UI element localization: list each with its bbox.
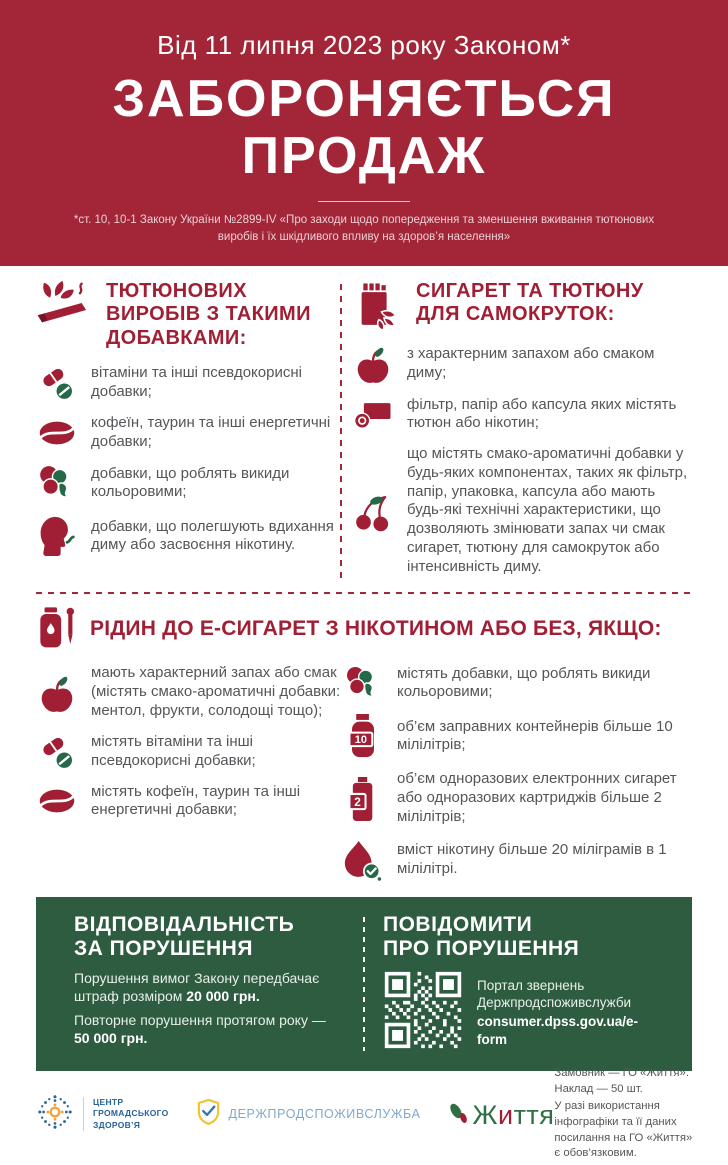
item-text: мають характерний запах або смак (містять смако-ароматичні добавки: ментол, фрукти, солодощі тощо); xyxy=(91,664,341,719)
life-logo-text: Життя xyxy=(472,1099,555,1130)
imprint-line-2: У разі використання інфографіки та її даних посилання на ГО «Життя» є обов’язковим. xyxy=(554,1100,693,1160)
list-item xyxy=(36,664,342,720)
list-item xyxy=(36,463,336,503)
divider-line xyxy=(318,201,410,202)
dpss-logo-text: ДЕРЖПРОДСПОЖИВСЛУЖБА xyxy=(228,1107,421,1121)
item-text: об’єм заправних контейнерів більше 10 мілілітрів; xyxy=(397,717,673,754)
eliquid-items-right xyxy=(342,664,692,892)
coffee-bean-icon xyxy=(36,786,78,816)
list-item xyxy=(36,364,336,402)
list-item xyxy=(352,344,692,384)
tobacco-items xyxy=(36,364,336,558)
svg-text:10: 10 xyxy=(354,734,368,747)
nicotine-drop-icon xyxy=(342,839,384,881)
horizontal-dashed-divider xyxy=(36,592,692,594)
list-item xyxy=(342,770,692,826)
list-item xyxy=(342,714,692,758)
vertical-dashed-divider xyxy=(340,284,342,579)
cherry-icon xyxy=(352,490,394,532)
item-text: фільтр, папір або капсула яких містять тютюн або нікотин; xyxy=(407,395,677,432)
footer xyxy=(0,1067,728,1165)
item-text: вітаміни та інші псевдокорисні добавки; xyxy=(91,364,302,400)
law-footnote: *ст. 10, 10-1 Закону України №2899-IV «Про заходи щодо попередження та зменшення вживання тютюнових виробів і їх шкідливого впливу на здоров’я населення» xyxy=(73,214,655,244)
colored-smoke-icon xyxy=(342,664,384,702)
qr-code xyxy=(383,970,463,1055)
column-cigarettes-tobacco xyxy=(346,280,692,589)
penalty-block xyxy=(66,913,353,1055)
penalty-heading: ВІДПОВІДАЛЬНІСТЬ ЗА ПОРУШЕННЯ xyxy=(74,912,295,960)
list-item xyxy=(352,396,692,434)
bottle-10-icon xyxy=(342,714,384,758)
eliquid-heading: РІДИН ДО Е-СИГАРЕТ З НІКОТИНОМ АБО БЕЗ, ЯКЩО: xyxy=(90,617,662,641)
item-text: кофеїн, таурин та інші енергетичні добавки; xyxy=(91,413,331,450)
report-block xyxy=(375,913,662,1055)
life-leaf-logo xyxy=(447,1098,471,1131)
tobacco-heading: ТЮТЮНОВИХ ВИРОБІВ З ТАКИМИ ДОБАВКАМИ: xyxy=(106,279,311,349)
apple-icon xyxy=(36,673,78,713)
item-text: що містять смако-ароматичні добавки у будь-яких компонентах, таких як фільтр, папір, упаковка, капсула або мають будь-які технічні характеристики, що дозволяють змінювати запах чи смак сигарет, тютюну для самокруток або інтенсивність диму. xyxy=(407,445,688,575)
list-item xyxy=(36,783,342,821)
cigarette-pack-icon xyxy=(352,280,404,330)
penalty-text-2: Повторне порушення протягом року — 50 000 грн. xyxy=(74,1012,326,1046)
logo-separator xyxy=(83,1097,84,1131)
title-line-2: ПРОДАЖ xyxy=(241,127,487,186)
phc-logo-text: ЦЕНТР ГРОМАДСЬКОГО ЗДОРОВ’Я xyxy=(93,1097,169,1130)
imprint-line-1: Замовник — ГО «Життя». Наклад — 50 шт. xyxy=(554,1067,689,1095)
item-text: об’єм одноразових електронних сигарет або одноразових картриджів більше 2 мілілітрів; xyxy=(397,770,677,825)
item-text: містять вітаміни та інші псевдокорисні добавки; xyxy=(91,732,256,769)
pills-icon xyxy=(36,733,78,771)
apple-icon xyxy=(352,344,394,384)
list-item xyxy=(36,414,336,452)
penalty-report-panel xyxy=(36,897,692,1071)
list-item xyxy=(342,664,692,702)
head-smoke-icon xyxy=(36,515,78,557)
colored-smoke-icon xyxy=(36,463,78,503)
item-text: містять добавки, що роблять викиди кольоровими; xyxy=(397,664,651,701)
penalty-text-1: Порушення вимог Закону передбачає штраф розміром 20 000 грн. xyxy=(74,970,320,1004)
item-text: добавки, що роблять викиди кольоровими; xyxy=(91,464,290,501)
dpss-shield-logo xyxy=(195,1098,222,1130)
report-portal-link: consumer.dpss.gov.ua/e-form xyxy=(477,1014,639,1047)
eliquid-items-left xyxy=(36,664,342,892)
item-text: містять кофеїн, таурин та інші енергетичні добавки; xyxy=(91,782,301,819)
column-tobacco-products xyxy=(36,280,336,589)
item-text: з характерним запахом або смаком диму; xyxy=(407,344,655,381)
rollup-cigarette-icon xyxy=(36,280,94,326)
hero-banner xyxy=(0,0,728,266)
list-item xyxy=(36,515,336,557)
page-title xyxy=(40,71,688,185)
phc-dots-logo xyxy=(36,1093,74,1136)
section-prohibited-products xyxy=(36,280,692,589)
report-portal-text: Портал звернень Держпродспоживслужби consumer.dpss.gov.ua/e-form xyxy=(477,977,654,1048)
list-item xyxy=(342,839,692,881)
pills-icon xyxy=(36,364,78,402)
eliquid-bottle-icon xyxy=(36,606,78,652)
cigarettes-heading: СИГАРЕТ ТА ТЮТЮНУ ДЛЯ САМОКРУТОК: xyxy=(416,279,644,326)
svg-text:2: 2 xyxy=(354,794,361,809)
report-heading: ПОВІДОМИТИ ПРО ПОРУШЕННЯ xyxy=(383,912,580,960)
filter-roll-icon xyxy=(352,397,394,431)
logo-life xyxy=(447,1098,555,1131)
hero-kicker: Від 11 липня 2023 року Законом* xyxy=(157,30,571,60)
cigarettes-items xyxy=(352,344,692,577)
logo-dpss xyxy=(195,1098,421,1130)
list-item xyxy=(352,445,692,576)
section-eliquids xyxy=(36,606,692,892)
imprint-note xyxy=(554,1066,694,1161)
item-text: вміст нікотину більше 20 міліграмів в 1 мілілітрі. xyxy=(397,840,667,877)
title-line-1: ЗАБОРОНЯЄТЬСЯ xyxy=(112,70,616,128)
coffee-bean-icon xyxy=(36,418,78,448)
logo-public-health-center xyxy=(36,1093,169,1136)
bottle-2-icon xyxy=(342,777,384,821)
list-item xyxy=(36,733,342,771)
content xyxy=(0,266,728,1071)
item-text: добавки, що полегшують вдихання диму або засвоєння нікотину. xyxy=(91,517,334,554)
vertical-dashed-divider xyxy=(363,917,365,1051)
